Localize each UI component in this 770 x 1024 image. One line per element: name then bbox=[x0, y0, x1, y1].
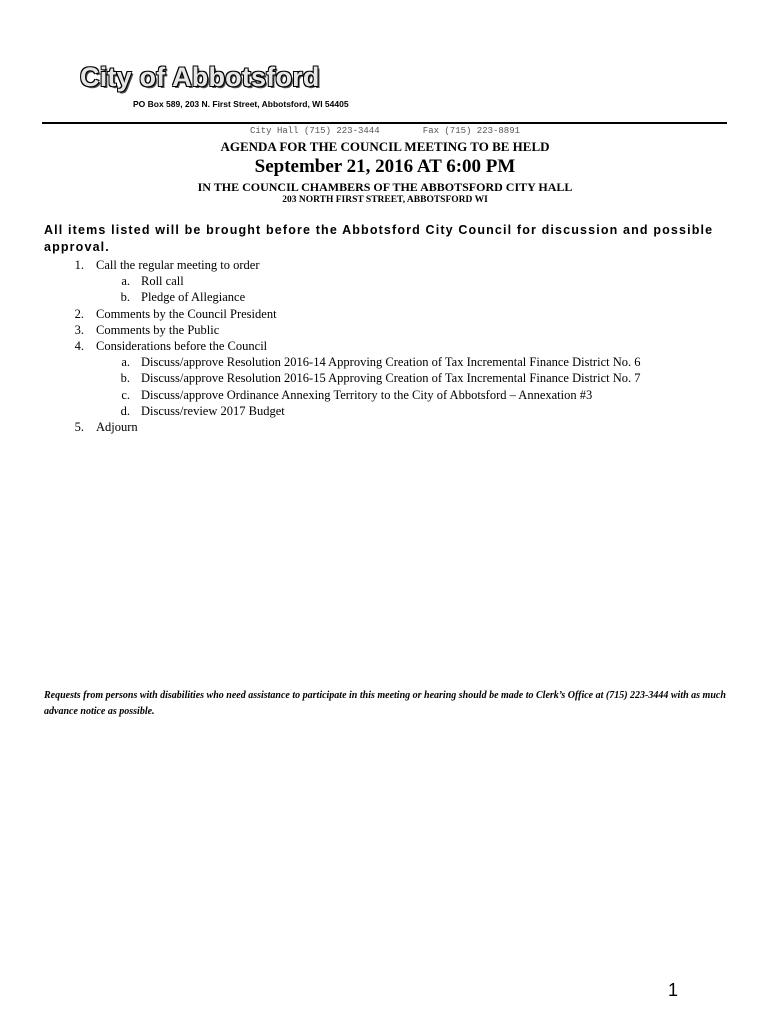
agenda-item bbox=[0, 338, 770, 354]
agenda-intro: All items listed will be brought before the Abbotsford City Council for discussion and possible approval. bbox=[44, 223, 714, 254]
subitem-text: Discuss/approve Ordinance Annexing Territory to the City of Abbotsford – Annexation #3 bbox=[141, 387, 593, 402]
mailing-address: PO Box 589, 203 N. First Street, Abbotsford, WI 54405 bbox=[133, 99, 349, 109]
agenda-heading: AGENDA FOR THE COUNCIL MEETING TO BE HELD bbox=[220, 139, 550, 154]
agenda-subitem bbox=[0, 289, 770, 305]
item-text: Adjourn bbox=[96, 419, 138, 434]
meeting-street: 203 NORTH FIRST STREET, ABBOTSFORD WI bbox=[282, 195, 488, 205]
item-text: Comments by the Council President bbox=[96, 306, 277, 321]
item-number: 4. bbox=[74, 338, 84, 353]
agenda-list bbox=[0, 257, 770, 435]
contact-phones: City Hall (715) 223-3444 Fax (715) 223-8891 bbox=[249, 126, 521, 136]
agenda-item bbox=[0, 306, 770, 322]
agenda-subitem bbox=[0, 403, 770, 419]
city-title: City of Abbotsford bbox=[80, 62, 320, 92]
subitem-text: Roll call bbox=[141, 274, 184, 289]
agenda-subitem bbox=[0, 354, 770, 370]
subitem-letter: d. bbox=[120, 403, 130, 418]
subitem-text: Pledge of Allegiance bbox=[141, 290, 246, 305]
item-number: 2. bbox=[74, 306, 84, 321]
item-number: 3. bbox=[74, 322, 84, 337]
meeting-location: IN THE COUNCIL CHAMBERS OF THE ABBOTSFORD CITY HALL bbox=[197, 180, 573, 194]
agenda-item bbox=[0, 257, 770, 273]
item-number: 5. bbox=[74, 419, 84, 434]
meeting-date: September 21, 2016 AT 6:00 PM bbox=[254, 156, 516, 177]
item-text: Considerations before the Council bbox=[96, 338, 268, 353]
page-number: 1 bbox=[668, 980, 679, 1000]
subitem-text: Discuss/approve Resolution 2016-15 Approving Creation of Tax Incremental Finance District No. 7 bbox=[141, 371, 641, 386]
subitem-text: Discuss/approve Resolution 2016-14 Approving Creation of Tax Incremental Finance District No. 6 bbox=[141, 355, 641, 370]
subitem-letter: b. bbox=[120, 371, 130, 386]
agenda-item bbox=[0, 419, 770, 435]
subitem-letter: c. bbox=[121, 387, 130, 402]
header-divider bbox=[42, 122, 727, 124]
agenda-subitem bbox=[0, 370, 770, 386]
item-text: Comments by the Public bbox=[96, 322, 220, 337]
subitem-letter: a. bbox=[121, 355, 130, 370]
item-text: Call the regular meeting to order bbox=[96, 258, 260, 272]
agenda-subitem bbox=[0, 387, 770, 403]
item-number: 1. bbox=[74, 258, 84, 272]
subitem-text: Discuss/review 2017 Budget bbox=[141, 403, 285, 418]
subitem-letter: b. bbox=[120, 290, 130, 305]
disability-notice: Requests from persons with disabilities who need assistance to participate in this meeting or hearing should be made to Clerk’s Office at (715) 223-3444 with as much advance notice as possible. bbox=[44, 690, 726, 717]
subitem-letter: a. bbox=[121, 274, 130, 289]
agenda-item bbox=[0, 322, 770, 338]
agenda-subitem bbox=[0, 273, 770, 289]
